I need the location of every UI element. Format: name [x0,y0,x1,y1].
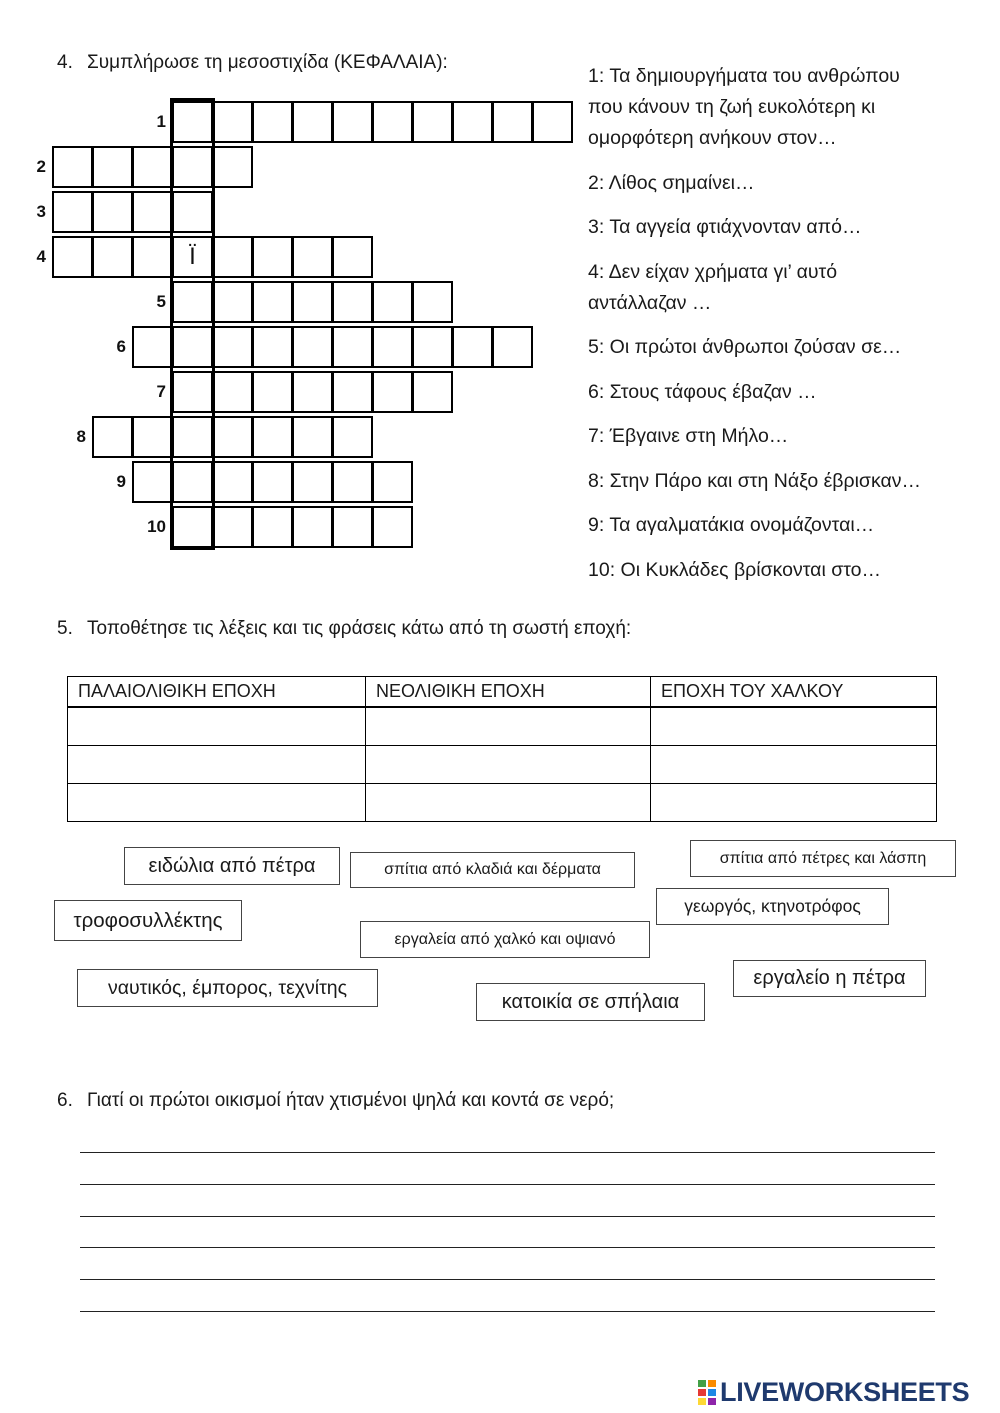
answer-line[interactable] [80,1184,935,1185]
crossword-cell[interactable] [212,281,253,323]
answer-line[interactable] [80,1247,935,1248]
exercise-4-number: 4. [57,52,73,73]
crossword-cell[interactable] [52,146,93,188]
crossword-cell[interactable] [372,326,413,368]
crossword-cell[interactable] [292,371,333,413]
crossword-cell[interactable] [372,461,413,503]
clue-line: 7: Έβγαινε στη Μήλο… [588,425,789,447]
crossword-cell[interactable] [372,281,413,323]
crossword-cell[interactable] [252,236,293,278]
crossword-cell[interactable] [332,461,373,503]
crossword-cell[interactable] [212,506,253,548]
crossword-cell[interactable] [212,371,253,413]
drop-cell[interactable] [68,746,366,784]
crossword-cell[interactable] [412,281,453,323]
drop-cell[interactable] [651,784,937,822]
drop-cell[interactable] [366,707,651,746]
crossword-cell[interactable] [92,146,133,188]
crossword-cell[interactable] [332,101,373,143]
crossword-key-cell[interactable] [172,461,213,503]
crossword-cell[interactable] [412,326,453,368]
crossword-cell[interactable] [252,506,293,548]
clue-8 [588,466,921,497]
clue-line: 9: Τα αγαλματάκια ονομάζονται… [588,514,875,536]
crossword-cell[interactable] [212,326,253,368]
exercise-5-instruction: Τοποθέτησε τις λέξεις και τις φράσεις κάτω από τη σωστή εποχή: [87,618,632,639]
table-row [68,707,937,746]
answer-line[interactable] [80,1216,935,1217]
crossword-cell[interactable] [52,236,93,278]
table-header-row [68,677,937,708]
drop-cell[interactable] [68,784,366,822]
header-neolithic: ΝΕΟΛΙΘΙΚΗ ΕΠΟΧΗ [366,677,651,708]
crossword-cell[interactable] [332,281,373,323]
crossword-key-cell[interactable]: Ϊ [172,236,213,278]
clue-1 [588,61,921,154]
crossword-cell[interactable] [332,326,373,368]
crossword-cell[interactable] [212,146,253,188]
exercise-5-number: 5. [57,618,73,639]
crossword-row-number: 4 [36,247,46,266]
crossword-cell[interactable] [292,101,333,143]
clue-4 [588,257,921,319]
crossword-row-number: 3 [36,202,46,221]
crossword-cell[interactable] [412,371,453,413]
crossword-cell[interactable] [332,416,373,458]
clue-line: που κάνουν τη ζωή ευκολότερη κι [588,96,876,118]
table-row [68,784,937,822]
crossword-cell[interactable] [332,371,373,413]
word-chip[interactable]: κατοικία σε σπήλαια [476,983,705,1021]
crossword-cell[interactable] [212,461,253,503]
crossword-cell[interactable] [372,371,413,413]
crossword-row-number: 7 [156,382,166,401]
crossword-row-number: 6 [116,337,126,356]
drop-cell[interactable] [366,746,651,784]
crossword-cell[interactable] [252,101,293,143]
crossword-cell[interactable] [532,101,573,143]
crossword-row-number: 10 [147,517,166,536]
clue-line: 4: Δεν είχαν χρήματα γι’ αυτό [588,260,838,283]
drop-cell[interactable] [651,707,937,746]
crossword-cell[interactable] [92,236,133,278]
crossword-cell[interactable] [292,326,333,368]
crossword-cell[interactable] [252,371,293,413]
crossword-cell[interactable] [252,281,293,323]
crossword-cell[interactable] [92,191,133,233]
crossword-key-cell[interactable] [172,146,213,188]
crossword-cell[interactable] [132,461,173,503]
exercise-4-instruction: Συμπλήρωσε τη μεσοστιχίδα (ΚΕΦΑΛΑΙΑ): [87,52,448,73]
crossword-cell[interactable] [132,236,173,278]
word-chip[interactable]: γεωργός, κτηνοτρόφος [656,888,889,925]
clue-line: 10: Οι Κυκλάδες βρίσκονται στο… [588,558,881,581]
clue-9 [588,510,921,541]
crossword-cell[interactable] [212,236,253,278]
crossword-cell[interactable] [292,281,333,323]
clue-line: 2: Λίθος σημαίνει… [588,171,755,194]
crossword-cell[interactable] [132,326,173,368]
word-chip[interactable]: σπίτια από κλαδιά και δέρματα [350,852,635,888]
exercise-6-heading [57,1089,614,1113]
exercise-6-question: Γιατί οι πρώτοι οικισμοί ήταν χτισμένοι ψηλά και κοντά σε νερό; [87,1090,615,1111]
crossword-cell[interactable] [292,416,333,458]
crossword-key-cell[interactable] [172,191,213,233]
clue-3 [588,212,921,243]
clue-list [588,61,921,599]
crossword-cell[interactable] [492,326,533,368]
header-paleolithic: ΠΑΛΑΙΟΛΙΘΙΚΗ ΕΠΟΧΗ [68,677,366,708]
crossword-key-cell[interactable] [172,326,213,368]
drop-cell[interactable] [366,784,651,822]
crossword-cell[interactable] [52,191,93,233]
crossword-cell[interactable] [292,236,333,278]
liveworksheets-logo[interactable] [698,1377,969,1407]
clue-6 [588,377,921,408]
word-chip[interactable]: εργαλεία από χαλκό και οψιανό [360,921,650,958]
crossword-cell[interactable] [452,101,493,143]
crossword-cell[interactable] [212,416,253,458]
crossword-key-cell[interactable] [172,371,213,413]
crossword-cell[interactable] [252,461,293,503]
crossword-cell[interactable] [132,416,173,458]
era-table [67,676,937,822]
answer-line[interactable] [80,1152,935,1153]
crossword-cell[interactable] [412,101,453,143]
word-chip[interactable]: ειδώλια από πέτρα [124,847,340,885]
crossword-cell[interactable] [132,146,173,188]
crossword-row-number: 2 [36,157,46,176]
crossword-cell[interactable] [332,506,373,548]
liveworksheets-brand-text: LIVEWORKSHEETS [720,1376,970,1407]
answer-line[interactable] [80,1311,935,1312]
word-chip[interactable]: τροφοσυλλέκτης [54,900,242,941]
crossword-row-number: 1 [156,112,166,131]
clue-line: 3: Τα αγγεία φτιάχνονταν από… [588,216,862,238]
crossword-cell[interactable] [452,326,493,368]
crossword-cell[interactable] [492,101,533,143]
clue-7 [588,421,921,452]
header-bronze-age: ΕΠΟΧΗ ΤΟΥ ΧΑΛΚΟΥ [651,677,937,708]
drop-cell[interactable] [68,707,366,746]
clue-line: 1: Τα δημιουργήματα του ανθρώπου [588,65,900,87]
word-chip[interactable]: σπίτια από πέτρες και λάσπη [690,840,956,877]
crossword-row-number: 8 [76,427,86,446]
clue-line: 8: Στην Πάρο και στη Νάξο έβρισκαν… [588,469,921,492]
crossword-cell[interactable] [332,236,373,278]
crossword-cell[interactable] [372,506,413,548]
crossword-key-cell[interactable] [172,416,213,458]
crossword-row-number: 5 [156,292,166,311]
exercise-4-heading [57,51,448,75]
crossword-cell[interactable] [212,101,253,143]
table-row [68,746,937,784]
clue-10 [588,555,921,586]
clue-line: ομορφότερη ανήκουν στον… [588,127,837,149]
clue-line: αντάλλαζαν … [588,291,712,314]
crossword-cell[interactable] [132,191,173,233]
crossword-key-cell[interactable] [172,281,213,323]
exercise-5-heading [57,617,631,641]
crossword-cell[interactable] [252,326,293,368]
liveworksheets-logo-icon [698,1380,716,1405]
drop-cell[interactable] [651,746,937,784]
crossword-cell[interactable] [292,461,333,503]
crossword-cell[interactable] [252,416,293,458]
crossword-cell[interactable] [372,101,413,143]
crossword-cell[interactable] [92,416,133,458]
clue-2 [588,168,921,199]
crossword-row-number: 9 [116,472,126,491]
clue-5 [588,332,921,363]
clue-line: 5: Οι πρώτοι άνθρωποι ζούσαν σε… [588,336,902,358]
answer-line[interactable] [80,1279,935,1280]
word-chip[interactable]: εργαλείο η πέτρα [733,960,926,997]
crossword-key-cell[interactable] [172,506,213,548]
crossword-key-cell[interactable] [172,101,213,143]
crossword-cell[interactable] [292,506,333,548]
clue-line: 6: Στους τάφους έβαζαν … [588,380,817,403]
word-chip[interactable]: ναυτικός, έμπορος, τεχνίτης [77,969,378,1007]
exercise-6-number: 6. [57,1090,73,1111]
